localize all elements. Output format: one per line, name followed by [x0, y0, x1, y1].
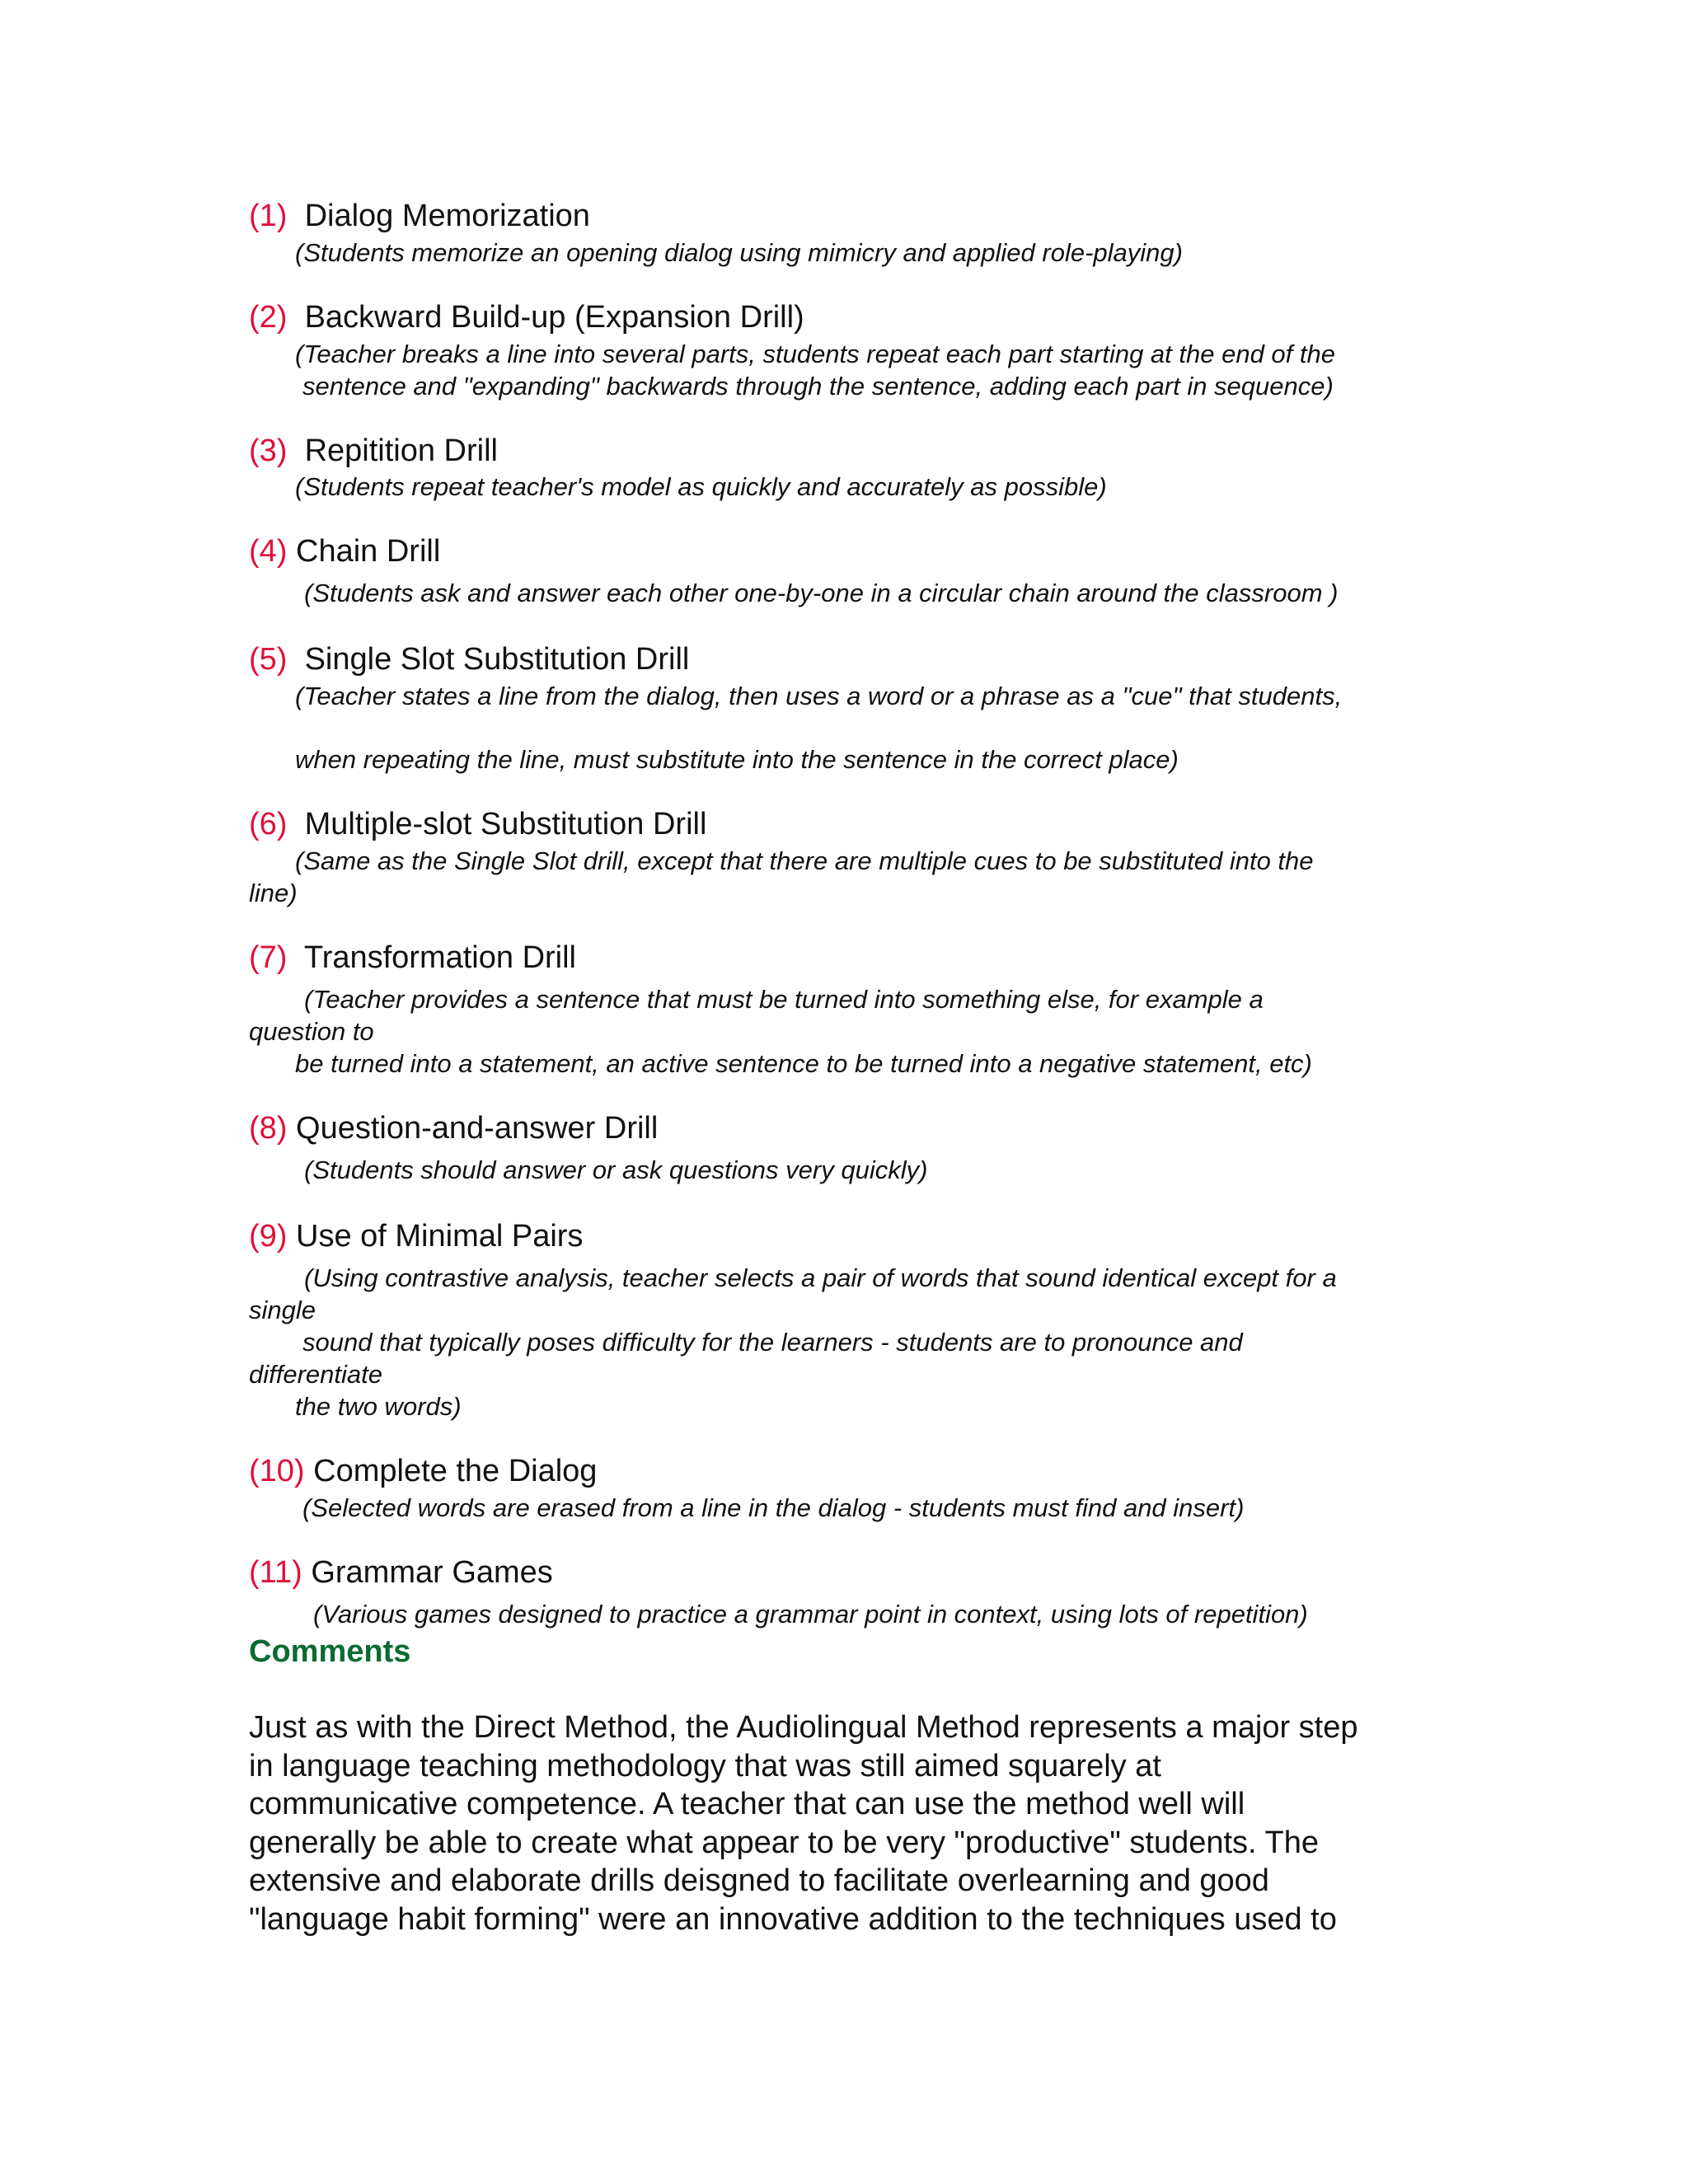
technique-description: (Teacher breaks a line into several parts, students repeat each part starting at the end of the: [295, 340, 1335, 368]
paragraph-line: in language teaching methodology that was still aimed squarely at: [249, 1748, 1161, 1783]
technique-description: (Same as the Single Slot drill, except that there are multiple cues to be substituted into the: [295, 846, 1314, 875]
technique-description: (Students should answer or ask questions very quickly): [304, 1155, 928, 1184]
paragraph-line: communicative competence. A teacher that can use the method well will: [249, 1787, 1245, 1821]
technique-title: Use of Minimal Pairs: [296, 1219, 584, 1254]
technique-description: sentence and "expanding" backwards through the sentence, adding each part in sequence): [302, 372, 1334, 401]
technique-heading: [249, 300, 804, 335]
technique-heading: [249, 1454, 597, 1489]
technique-heading: [249, 199, 590, 234]
technique-title: Grammar Games: [311, 1555, 553, 1590]
paragraph-line: "language habit forming" were an innovative addition to the techniques used to: [249, 1901, 1337, 1937]
technique-heading: [249, 1111, 658, 1146]
technique-title: Single Slot Substitution Drill: [304, 642, 690, 677]
technique-description: single: [249, 1296, 316, 1324]
technique-title: Complete the Dialog: [313, 1454, 598, 1488]
technique-description: (Students repeat teacher's model as quickly and accurately as possible): [295, 472, 1107, 501]
technique-heading: [249, 807, 706, 842]
technique-description: differentiate: [249, 1360, 382, 1389]
technique-title: Multiple-slot Substitution Drill: [304, 807, 707, 841]
technique-description: sound that typically poses difficulty for the learners - students are to pronounce and: [302, 1328, 1243, 1357]
technique-number: (10): [249, 1454, 305, 1488]
technique-number: (7): [249, 940, 288, 975]
technique-description: (Teacher states a line from the dialog, then uses a word or a phrase as a "cue" that students,: [295, 682, 1343, 710]
technique-title: Repitition Drill: [304, 434, 498, 468]
technique-description: (Using contrastive analysis, teacher selects a pair of words that sound identical except for a: [304, 1263, 1337, 1292]
technique-title: Transformation Drill: [303, 940, 576, 975]
technique-heading: [249, 940, 576, 976]
technique-description: when repeating the line, must substitute into the sentence in the correct place): [295, 745, 1179, 774]
technique-description: (Selected words are erased from a line in the dialog - students must find and insert): [302, 1493, 1245, 1522]
technique-heading: [249, 534, 440, 569]
technique-heading: [249, 1555, 553, 1591]
technique-number: (11): [249, 1555, 302, 1590]
technique-title: Backward Build-up (Expansion Drill): [304, 300, 804, 335]
technique-number: (9): [249, 1219, 288, 1254]
technique-heading: [249, 434, 498, 469]
technique-title: Dialog Memorization: [304, 199, 590, 233]
technique-number: (1): [249, 199, 288, 233]
technique-heading: [249, 1219, 583, 1254]
technique-description: (Teacher provides a sentence that must be turned into something else, for example a: [304, 985, 1264, 1014]
technique-description: (Various games designed to practice a grammar point in context, using lots of repetition): [313, 1600, 1308, 1629]
paragraph-line: extensive and elaborate drills deisgned to facilitate overlearning and good: [249, 1863, 1269, 1898]
technique-description: (Students ask and answer each other one-by-one in a circular chain around the classroom ): [304, 579, 1339, 607]
technique-description: the two words): [295, 1392, 462, 1421]
comments-heading: Comments: [249, 1634, 411, 1669]
technique-description: question to: [249, 1017, 374, 1046]
technique-number: (8): [249, 1111, 288, 1146]
technique-description: line): [249, 879, 298, 907]
technique-number: (6): [249, 807, 288, 841]
technique-number: (5): [249, 642, 288, 677]
technique-heading: [249, 642, 689, 677]
comments-paragraph: [249, 1708, 1436, 1938]
technique-title: Question-and-answer Drill: [296, 1111, 659, 1146]
paragraph-line: Just as with the Direct Method, the Audiolingual Method represents a major step: [249, 1710, 1358, 1745]
technique-title: Chain Drill: [296, 534, 441, 569]
technique-number: (3): [249, 434, 288, 468]
technique-number: (2): [249, 300, 288, 335]
paragraph-line: generally be able to create what appear to be very "productive" students. The: [249, 1825, 1319, 1860]
technique-description: (Students memorize an opening dialog using mimicry and applied role-playing): [295, 238, 1183, 267]
technique-number: (4): [249, 534, 288, 569]
technique-description: be turned into a statement, an active sentence to be turned into a negative statement, etc): [295, 1049, 1312, 1078]
